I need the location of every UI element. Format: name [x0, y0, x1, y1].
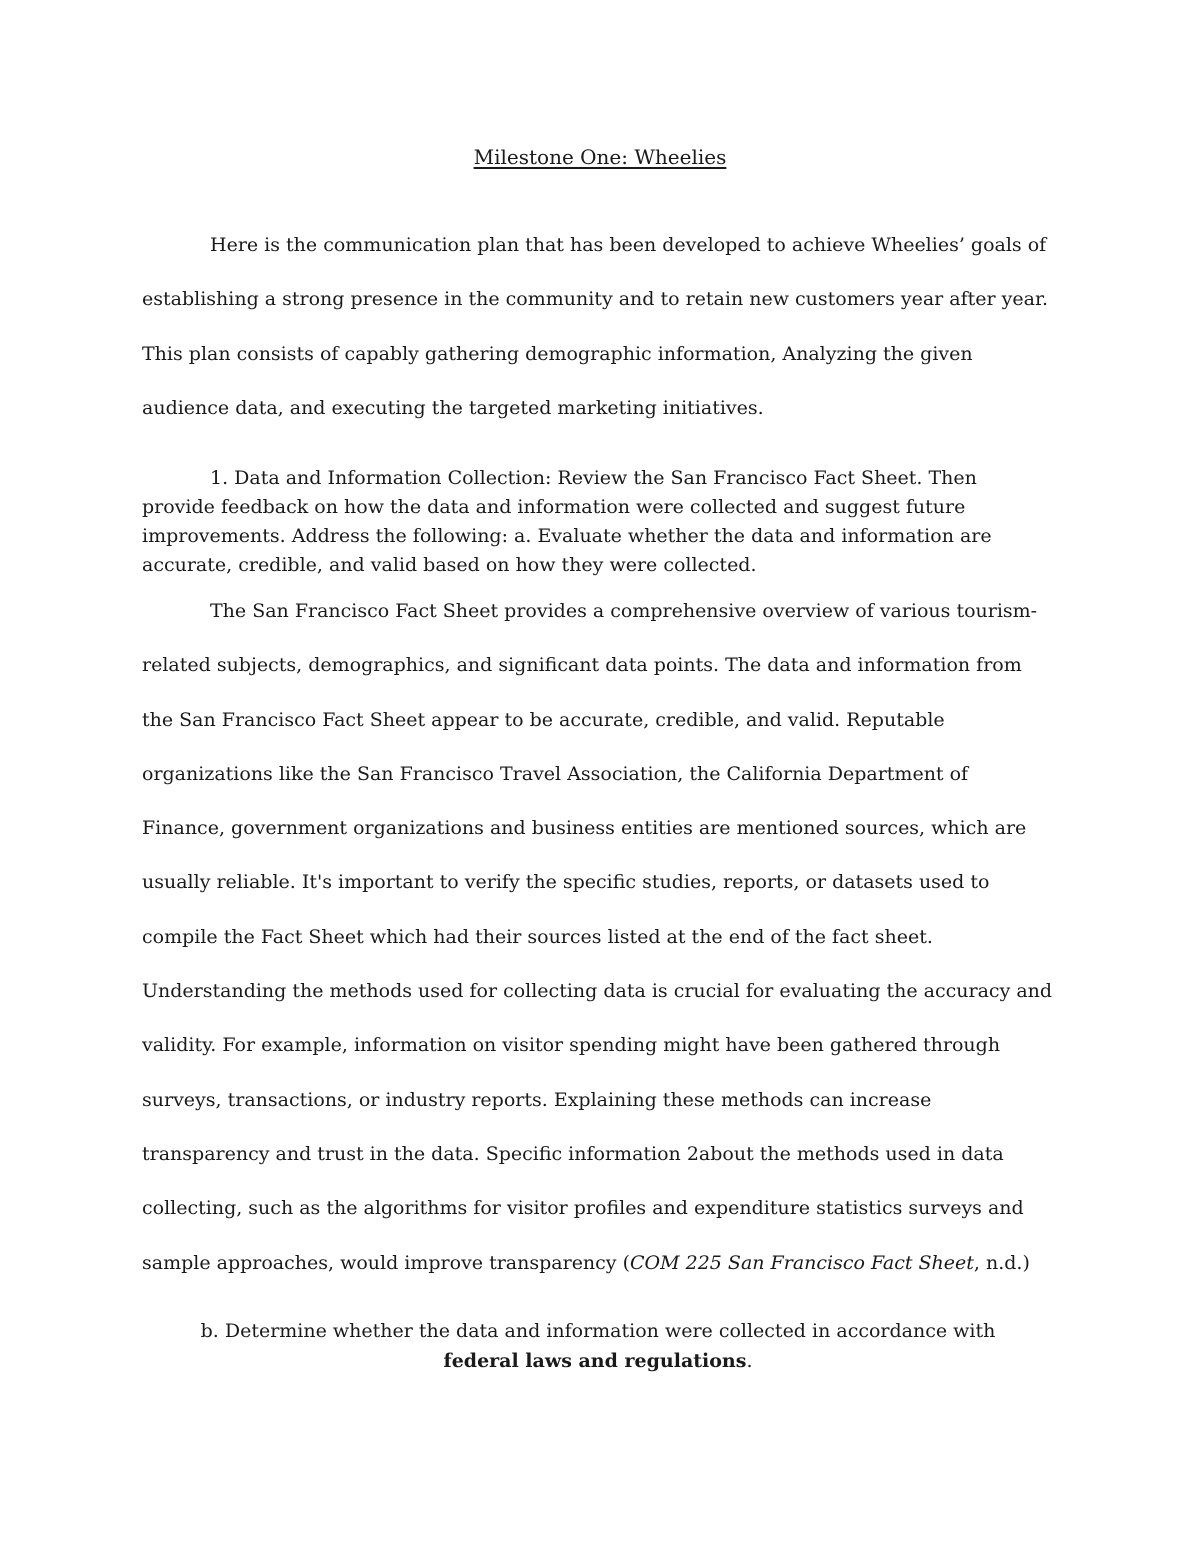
- prompt-b-end: .: [746, 1350, 753, 1372]
- document-title: Milestone One: Wheelies: [473, 145, 727, 169]
- prompt-b-text: b. Determine whether the data and information were collected in accordance with: [200, 1320, 996, 1342]
- intro-paragraph: Here is the communication plan that has been developed to achieve Wheelies’ goals of establishing a strong presence in the community and to retain new customers year after year. This plan consists of capably gathering demographic information, Analyzing the given audience data, and executing the targeted marketing initiatives.: [142, 234, 1048, 419]
- prompt-1-paragraph: 1. Data and Information Collection: Review the San Francisco Fact Sheet. Then provide feedback on how the data and information were collected and suggest future improvements. Address the following: a. Evaluate whether the data and information are accurate, credible, and valid based on how they were collected.: [142, 467, 992, 576]
- citation-title: COM 225 San Francisco Fact Sheet: [630, 1251, 974, 1274]
- citation-rest: , n.d.): [973, 1251, 1030, 1274]
- citation-open: (: [622, 1251, 631, 1274]
- response-1-text: The San Francisco Fact Sheet provides a comprehensive overview of various tourism-related subjects, demographics, and significant data points. The data and information from the San Francisco Fact Sheet appear to be accurate, credible, and valid. Reputable organizations like the San Francisco Travel Association, the California Department of Finance, government organizations and business entities are mentioned sources, which are usually reliable. It's important to verify the specific studies, reports, or datasets used to compile the Fact Sheet which had their sources listed at the end of the fact sheet. Understanding the methods used for collecting data is crucial for evaluating the accuracy and validity. For example, information on visitor spending might have been gathered through surveys, transactions, or industry reports. Explaining these methods can increase transparency and trust in the data. Specific information 2about the methods used in data collecting, such as the algorithms for visitor profiles and expenditure statistics surveys and sample approaches, would improve transparency: [142, 600, 1053, 1274]
- prompt-b-bold: federal laws and regulations: [443, 1350, 747, 1372]
- response-1-paragraph: [142, 584, 1054, 1290]
- prompt-b-paragraph: [142, 1316, 1054, 1376]
